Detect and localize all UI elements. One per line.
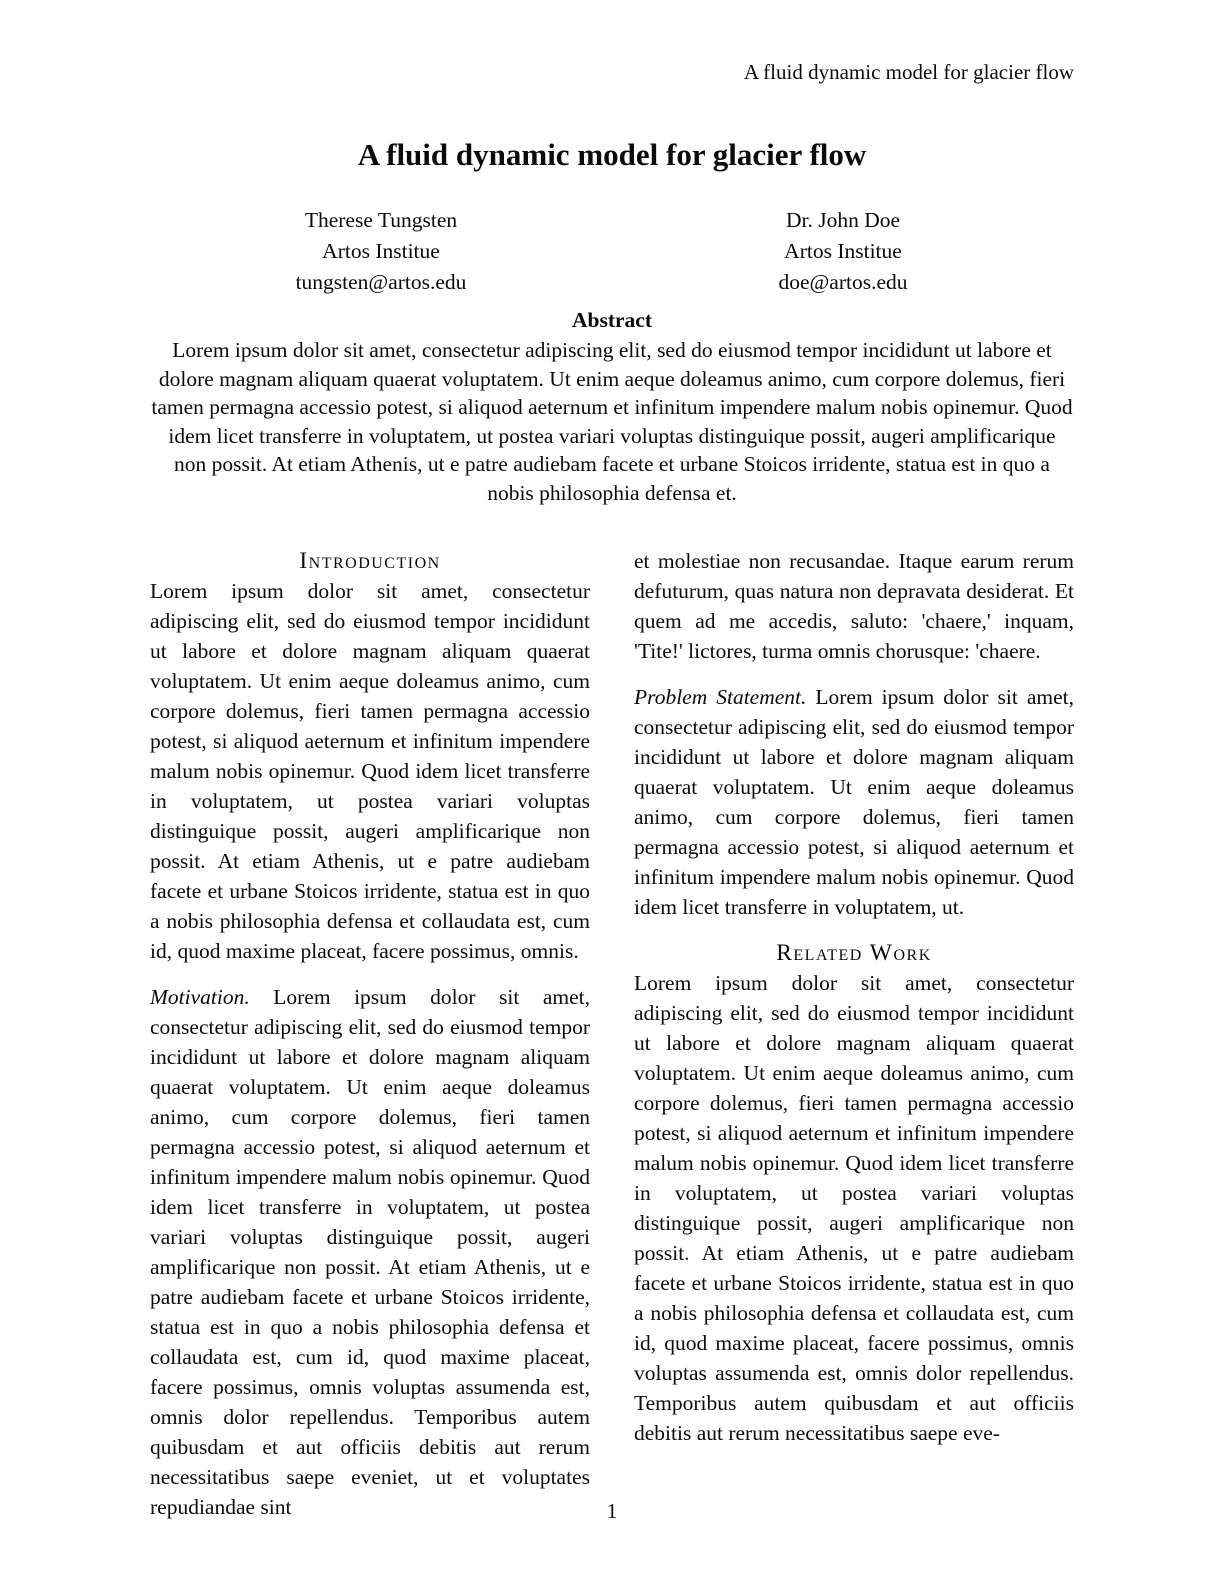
author-1-email: tungsten@artos.edu bbox=[295, 270, 467, 294]
motivation-paragraph-text: Lorem ipsum dolor sit amet, consectetur adipiscing elit, sed do eiusmod tempor incididunt ut labore et dolore magnam aliquam quaerat voluptatem. Ut enim aeque doleamus animo, cum corpore dolemus, fieri tamen permagna accessio potest, si aliquod aeternum et infinitum impendere malum nobis opinemur. Quod idem licet transferre in voluptatem, ut postea variari voluptas distinguique possit, augeri amplificarique non possit. At etiam Athenis, ut e patre audiebam facete et urbane Stoicos irridente, statua est in quo a nobis philosophia defensa et collaudata est, cum id, quod maxime placeat, facere possimus, omnis voluptas assumenda est, omnis dolor repellendus. Temporibus autem quibusdam et aut officiis debitis aut rerum necessitatibus saepe eveniet, ut et voluptates repudiandae sint bbox=[150, 985, 591, 1519]
problem-statement-paragraph-text: Lorem ipsum dolor sit amet, consectetur adipiscing elit, sed do eiusmod tempor incididunt ut labore et dolore magnam aliquam quaerat voluptatem. Ut enim aeque doleamus animo, cum corpore dolemus, fieri tamen permagna accessio potest, si aliquod aeternum et infinitum impendere malum nobis opinemur. Quod idem licet transferre in voluptatem, ut. bbox=[634, 685, 1075, 919]
left-column bbox=[150, 546, 590, 1538]
author-1 bbox=[150, 205, 612, 298]
motivation-continuation-paragraph: et molestiae non recusandae. Itaque earum rerum defuturum, quas natura non depravata desiderat. Et quem ad me accedis, saluto: 'chaere,' inquam, 'Tite!' lictores, turma omnis chorusque: 'chaere. bbox=[634, 549, 1074, 663]
related-work-paragraph: Lorem ipsum dolor sit amet, consectetur adipiscing elit, sed do eiusmod tempor incididunt ut labore et dolore magnam aliquam quaerat voluptatem. Ut enim aeque doleamus animo, cum corpore dolemus, fieri tamen permagna accessio potest, si aliquod aeternum et infinitum impendere malum nobis opinemur. Quod idem licet transferre in voluptatem, ut postea variari voluptas distinguique possit, augeri amplificarique non possit. At etiam Athenis, ut e patre audiebam facete et urbane Stoicos irridente, statua est in quo a nobis philosophia defensa et collaudata est, cum id, quod maxime placeat, facere possimus, omnis voluptas assumenda est, omnis dolor repellendus. Temporibus autem quibusdam et aut officiis debitis aut rerum necessitatibus saepe eve- bbox=[634, 971, 1074, 1445]
running-header: A fluid dynamic model for glacier flow bbox=[743, 60, 1074, 84]
problem-statement-paragraph bbox=[634, 682, 1074, 922]
author-2-affiliation: Artos Institue bbox=[784, 239, 902, 263]
author-2-name: Dr. John Doe bbox=[785, 208, 901, 232]
motivation-paragraph bbox=[150, 982, 590, 1522]
section-heading-related-work: Related Work bbox=[776, 940, 932, 966]
author-1-name: Therese Tungsten bbox=[304, 208, 458, 232]
paper-title: A fluid dynamic model for glacier flow bbox=[357, 137, 867, 172]
introduction-paragraph: Lorem ipsum dolor sit amet, consectetur adipiscing elit, sed do eiusmod tempor incididunt ut labore et dolore magnam aliquam quaerat voluptatem. Ut enim aeque doleamus animo, cum corpore dolemus, fieri tamen permagna accessio potest, si aliquod aeternum et infinitum impendere malum nobis opinemur. Quod idem licet transferre in voluptatem, ut postea variari voluptas distinguique possit, augeri amplificarique non possit. At etiam Athenis, ut e patre audiebam facete et urbane Stoicos irridente, statua est in quo a nobis philosophia defensa et collaudata est, cum id, quod maxime placeat, facere possimus, omnis. bbox=[150, 579, 590, 963]
motivation-runin-label: Motivation. bbox=[150, 985, 250, 1009]
right-column bbox=[634, 546, 1074, 1538]
problem-statement-runin-label: Problem Statement. bbox=[634, 685, 807, 709]
author-2 bbox=[612, 205, 1074, 298]
page-number: 1 bbox=[606, 1499, 618, 1523]
two-column-body bbox=[150, 546, 1074, 1538]
author-block bbox=[150, 205, 1074, 298]
author-2-email: doe@artos.edu bbox=[778, 270, 908, 294]
author-1-affiliation: Artos Institue bbox=[322, 239, 440, 263]
abstract-heading: Abstract bbox=[571, 308, 652, 332]
section-heading-introduction: Introduction bbox=[299, 548, 441, 574]
abstract-text: Lorem ipsum dolor sit amet, consectetur adipiscing elit, sed do eiusmod tempor incididunt ut labore et dolore magnam aliquam quaerat voluptatem. Ut enim aeque doleamus animo, cum corpore dolemus, fieri tamen permagna accessio potest, si aliquod aeternum et infinitum impendere malum nobis opinemur. Quod idem licet transferre in voluptatem, ut postea variari voluptas distinguique possit, augeri amplificarique non possit. At etiam Athenis, ut e patre audiebam facete et urbane Stoicos irridente, statua est in quo a nobis philosophia defensa et. bbox=[151, 338, 1073, 505]
